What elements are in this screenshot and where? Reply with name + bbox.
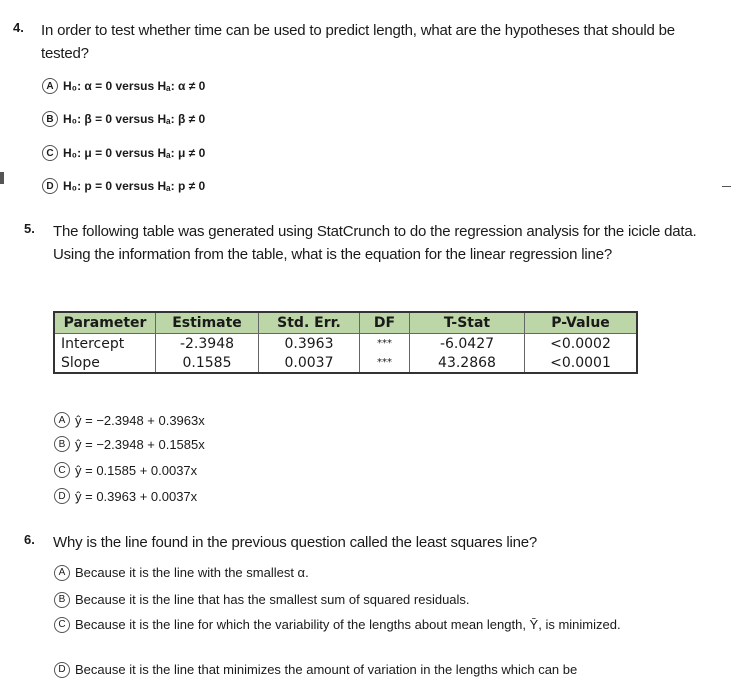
option-text: ŷ = −2.3948 + 0.3963x	[75, 412, 205, 428]
table-cell: 0.3963	[259, 334, 360, 354]
table-cell: ***	[360, 334, 410, 354]
table-cell: -6.0427	[410, 334, 525, 354]
table-cell: ***	[360, 353, 410, 373]
margin-mark-right	[722, 186, 731, 187]
option-bubble[interactable]: D	[54, 488, 70, 504]
table-cell: <0.0002	[525, 334, 638, 354]
option-text: Because it is the line with the smallest α.	[75, 565, 309, 580]
table-cell: 43.2868	[410, 353, 525, 373]
table-cell: 0.0037	[259, 353, 360, 373]
option-bubble[interactable]: A	[54, 565, 70, 581]
column-header: P-Value	[525, 312, 638, 334]
option-text: H₀: μ = 0 versus Hₐ: μ ≠ 0	[63, 146, 206, 160]
option-text: ŷ = −2.3948 + 0.1585x	[75, 436, 205, 452]
option-bubble[interactable]: D	[54, 662, 70, 678]
option-c[interactable]	[42, 145, 205, 161]
option-a[interactable]	[42, 78, 205, 94]
table-row	[54, 334, 637, 354]
option-bubble[interactable]: B	[54, 436, 70, 452]
column-header: DF	[360, 312, 410, 334]
question-number: 6.	[24, 532, 35, 547]
option-a[interactable]	[54, 412, 205, 428]
option-text: ŷ = 0.3963 + 0.0037x	[75, 488, 198, 504]
table-cell: Slope	[54, 353, 156, 373]
option-b[interactable]	[42, 111, 205, 127]
column-header: Std. Err.	[259, 312, 360, 334]
option-text: Because it is the line for which the variability of the lengths about mean length, Ȳ, is minimized.	[75, 617, 621, 632]
question-number: 4.	[13, 20, 24, 35]
option-d[interactable]	[54, 488, 197, 504]
option-bubble[interactable]: B	[54, 592, 70, 608]
option-text: H₀: p = 0 versus Hₐ: p ≠ 0	[63, 179, 206, 193]
table-cell: <0.0001	[525, 353, 638, 373]
option-bubble[interactable]: C	[54, 462, 70, 478]
column-header: T-Stat	[410, 312, 525, 334]
option-text: Because it is the line that has the smallest sum of squared residuals.	[75, 592, 470, 607]
option-bubble[interactable]: C	[42, 145, 58, 161]
table-header-row	[54, 312, 637, 334]
option-c[interactable]	[54, 617, 674, 633]
option-b[interactable]	[54, 436, 205, 452]
option-text: Because it is the line that minimizes the amount of variation in the lengths which can be	[75, 662, 578, 677]
column-header: Parameter	[54, 312, 156, 334]
margin-mark-left	[0, 172, 4, 184]
option-bubble[interactable]: C	[54, 617, 70, 633]
option-d[interactable]	[42, 178, 205, 194]
option-c[interactable]	[54, 462, 197, 478]
option-bubble[interactable]: A	[42, 78, 58, 94]
question-text: The following table was generated using StatCrunch to do the regression analysis for the icicle data. Using the information from the table, what is the equation for the linear regression line?	[53, 223, 697, 263]
question-text: Why is the line found in the previous question called the least squares line?	[53, 534, 538, 551]
option-b[interactable]	[54, 592, 470, 608]
option-bubble[interactable]: A	[54, 412, 70, 428]
option-a[interactable]	[54, 565, 309, 581]
column-header: Estimate	[156, 312, 259, 334]
table-cell: 0.1585	[156, 353, 259, 373]
option-text: ŷ = 0.1585 + 0.0037x	[75, 462, 198, 478]
option-text: H₀: β = 0 versus Hₐ: β ≠ 0	[63, 112, 206, 126]
table-cell: Intercept	[54, 334, 156, 354]
option-bubble[interactable]: D	[42, 178, 58, 194]
option-d[interactable]	[54, 662, 714, 678]
table-row	[54, 353, 637, 373]
table-cell: -2.3948	[156, 334, 259, 354]
question-number: 5.	[24, 221, 35, 236]
question-text: In order to test whether time can be used to predict length, what are the hypotheses that should be tested?	[41, 22, 675, 62]
regression-table	[53, 311, 638, 374]
option-text: H₀: α = 0 versus Hₐ: α ≠ 0	[63, 79, 206, 93]
option-bubble[interactable]: B	[42, 111, 58, 127]
